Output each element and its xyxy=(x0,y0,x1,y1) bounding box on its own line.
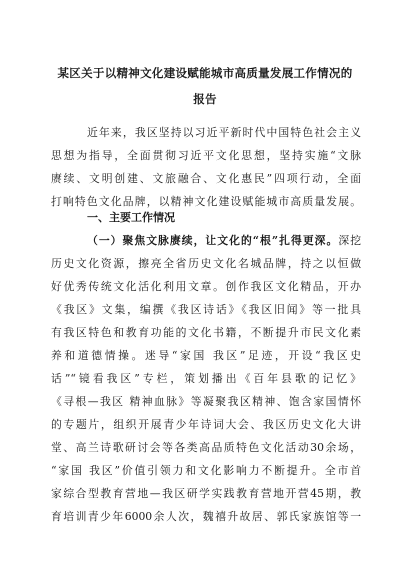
subsection-heading: （一）聚焦文脉赓续，让文化的“根”扎得更深。 xyxy=(87,234,339,247)
body-line-6: 话”“镜看我区”专栏，策划播出《百年县歌的记忆》 xyxy=(51,372,361,385)
body-line-3: 《我区》文集，编撰《我区诗话》《我区旧闻》等一批具 xyxy=(51,303,361,316)
subsection-lead-tail: 深挖 xyxy=(338,234,361,247)
subsection-first-line xyxy=(87,236,361,247)
intro-line-2: 思想为指导，全面贯彻习近平文化思想，坚持实施“文脉 xyxy=(51,149,361,162)
body-line-12: 育培训青少年6000余人次，魏禧升故居、郭氏家族馆等一 xyxy=(51,510,361,523)
section-heading: 一、主要工作情况 xyxy=(87,211,175,224)
body-line-8: 的专题片，组织开展青少年诗词大会、我区历史文化大讲 xyxy=(51,418,361,431)
body-line-4: 有我区特色和教育功能的文化书籍，不断提升市民文化素 xyxy=(51,326,361,339)
body-line-1: 历史文化资源，擦亮全省历史文化名城品牌，持之以恒做 xyxy=(51,257,361,270)
body-line-10: “家国 我区”价值引领力和文化影响力不断提升。全市首 xyxy=(51,464,361,477)
intro-line-3: 赓续、文明创建、文旅融合、文化惠民”四项行动，全面 xyxy=(51,172,361,185)
body-line-7: 《寻根—我区 精神血脉》等凝聚我区精神、饱含家国情怀 xyxy=(51,395,361,408)
body-line-9: 堂、高兰诗歌研讨会等各类高品质特色文化活动30余场， xyxy=(51,441,361,454)
body-line-5: 养和道德情操。迷导“家国 我区”足迹，开设“我区史 xyxy=(51,349,361,362)
document-title: 某区关于以精神文化建设赋能城市高质量发展工作情况的 xyxy=(57,66,353,80)
document-title-continued: 报告 xyxy=(193,92,217,106)
intro-line-1: 近年来，我区坚持以习近平新时代中国特色社会主义 xyxy=(87,126,361,139)
body-line-11: 家综合型教育营地—我区研学实践教育营地开营45期，教 xyxy=(51,487,361,500)
body-line-2: 好优秀传统文化活化利用文章。创作我区文化精品，开办 xyxy=(51,280,361,293)
intro-line-4: 打响特色文化品牌，以精神文化建设赋能城市高质量发展。 xyxy=(51,195,361,208)
